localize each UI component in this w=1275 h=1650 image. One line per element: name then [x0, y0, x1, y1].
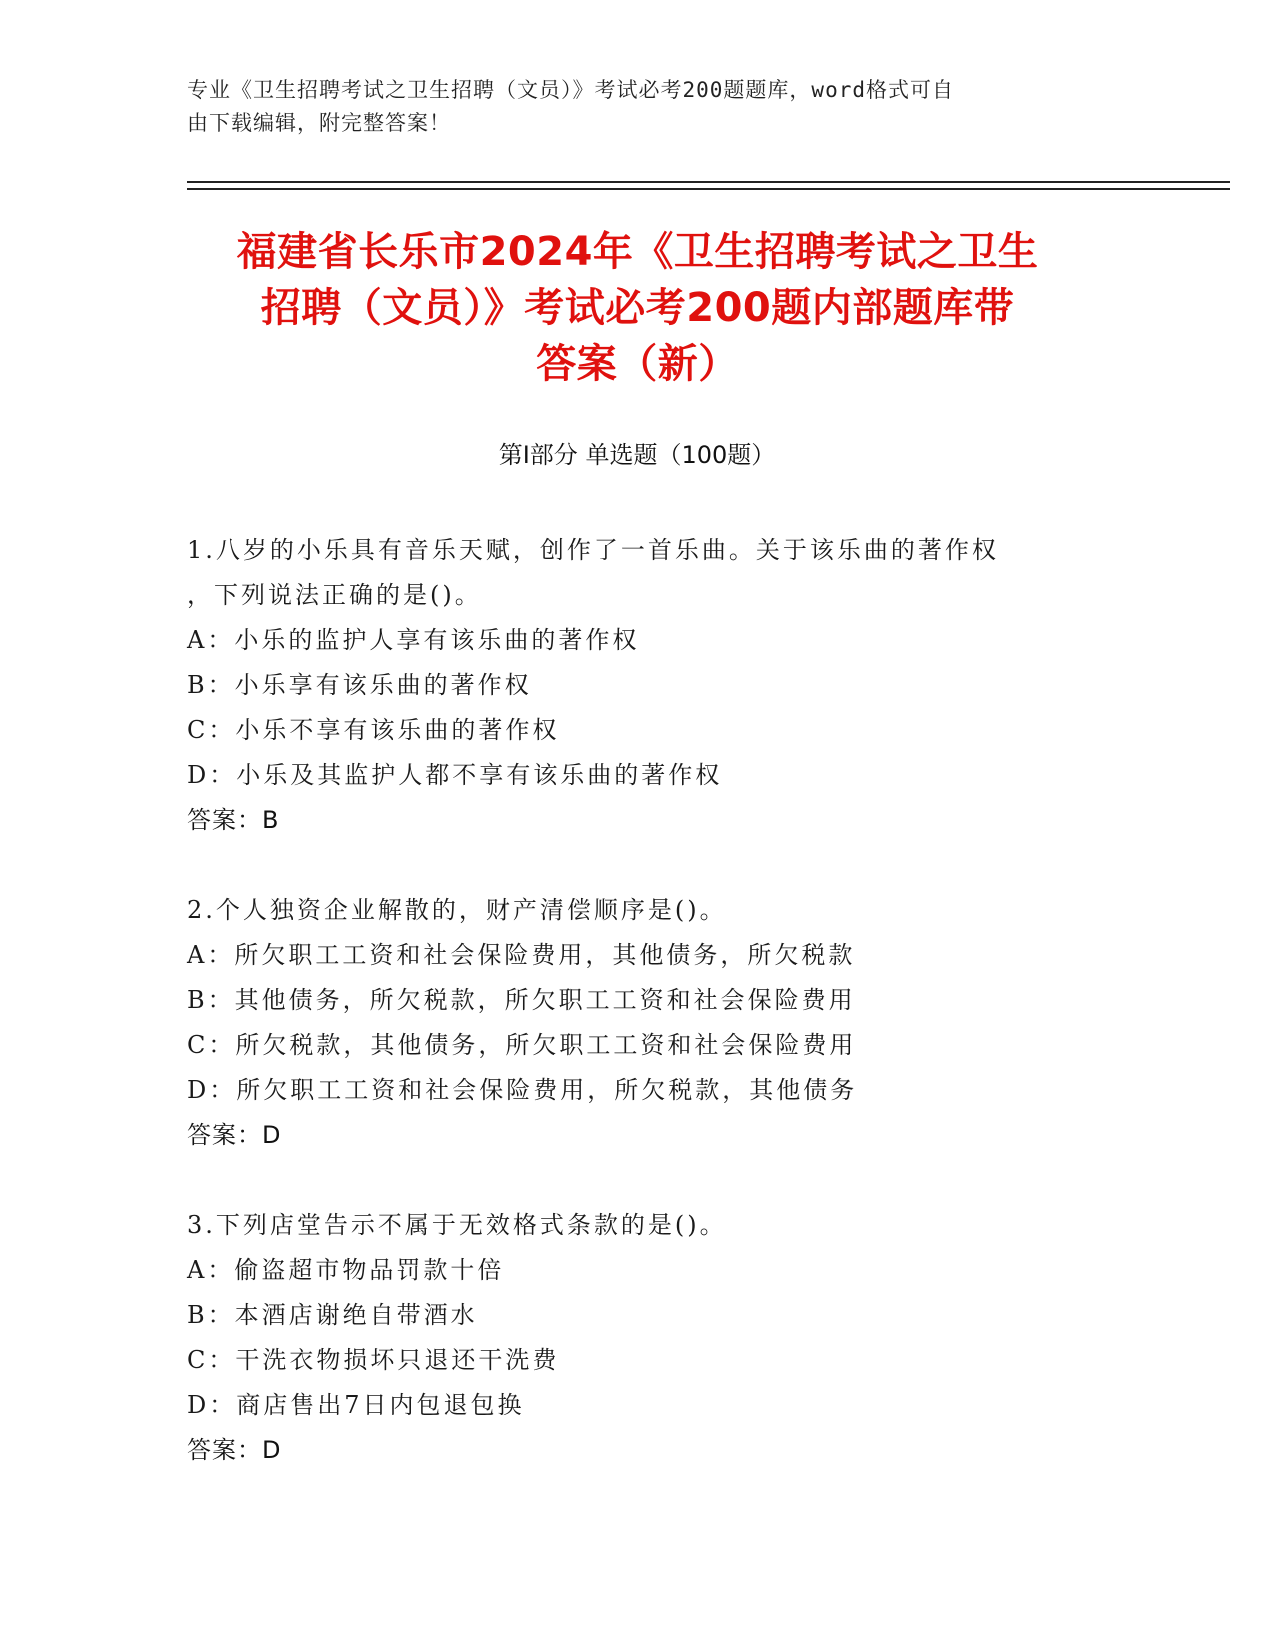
question-stem: 3.下列店堂告示不属于无效格式条款的是()。: [187, 1211, 727, 1239]
answer: 答案：D: [187, 1436, 282, 1464]
question-stem: 1.八岁的小乐具有音乐天赋，创作了一首乐曲。关于该乐曲的著作权: [187, 536, 999, 564]
header-divider-bottom: [187, 188, 1230, 190]
answer: 答案：D: [187, 1121, 282, 1149]
option-d: D：小乐及其监护人都不享有该乐曲的著作权: [187, 761, 723, 789]
document-title-line-2: 招聘（文员）》考试必考200题内部题库带: [260, 285, 1015, 331]
header-note: [187, 74, 1067, 140]
header-note-line-2: 由下载编辑，附完整答案！: [187, 111, 451, 135]
option-d: D：所欠职工工资和社会保险费用，所欠税款，其他债务: [187, 1076, 858, 1104]
question-3: [187, 1203, 1087, 1473]
option-a: A：偷盗超市物品罚款十倍: [187, 1256, 505, 1284]
option-b: B：小乐享有该乐曲的著作权: [187, 671, 532, 699]
document-title-line-1: 福建省长乐市2024年《卫生招聘考试之卫生: [236, 229, 1039, 275]
header-divider-top: [187, 181, 1230, 183]
header-note-line-1: 专业《卫生招聘考试之卫生招聘（文员）》考试必考200题题库，word格式可自: [187, 78, 954, 102]
option-c: C：干洗衣物损坏只退还干洗费: [187, 1346, 560, 1374]
option-d: D：商店售出7日内包退包换: [187, 1391, 525, 1419]
option-c: C：所欠税款，其他债务，所欠职工工资和社会保险费用: [187, 1031, 857, 1059]
document-title-line-3: 答案（新）: [536, 341, 739, 387]
section-heading: 第Ⅰ部分 单选题（100题）: [498, 441, 776, 469]
question-stem-continued: ，下列说法正确的是()。: [187, 581, 482, 609]
option-b: B：本酒店谢绝自带酒水: [187, 1301, 478, 1329]
option-a: A：所欠职工工资和社会保险费用，其他债务，所欠税款: [187, 941, 856, 969]
option-c: C：小乐不享有该乐曲的著作权: [187, 716, 560, 744]
answer: 答案：B: [187, 806, 280, 834]
question-1: [187, 528, 1087, 843]
document-title: [170, 224, 1105, 392]
option-b: B：其他债务，所欠税款，所欠职工工资和社会保险费用: [187, 986, 856, 1014]
question-2: [187, 888, 1087, 1158]
question-list: [187, 528, 1087, 1518]
question-stem: 2.个人独资企业解散的，财产清偿顺序是()。: [187, 896, 727, 924]
option-a: A：小乐的监护人享有该乐曲的著作权: [187, 626, 640, 654]
